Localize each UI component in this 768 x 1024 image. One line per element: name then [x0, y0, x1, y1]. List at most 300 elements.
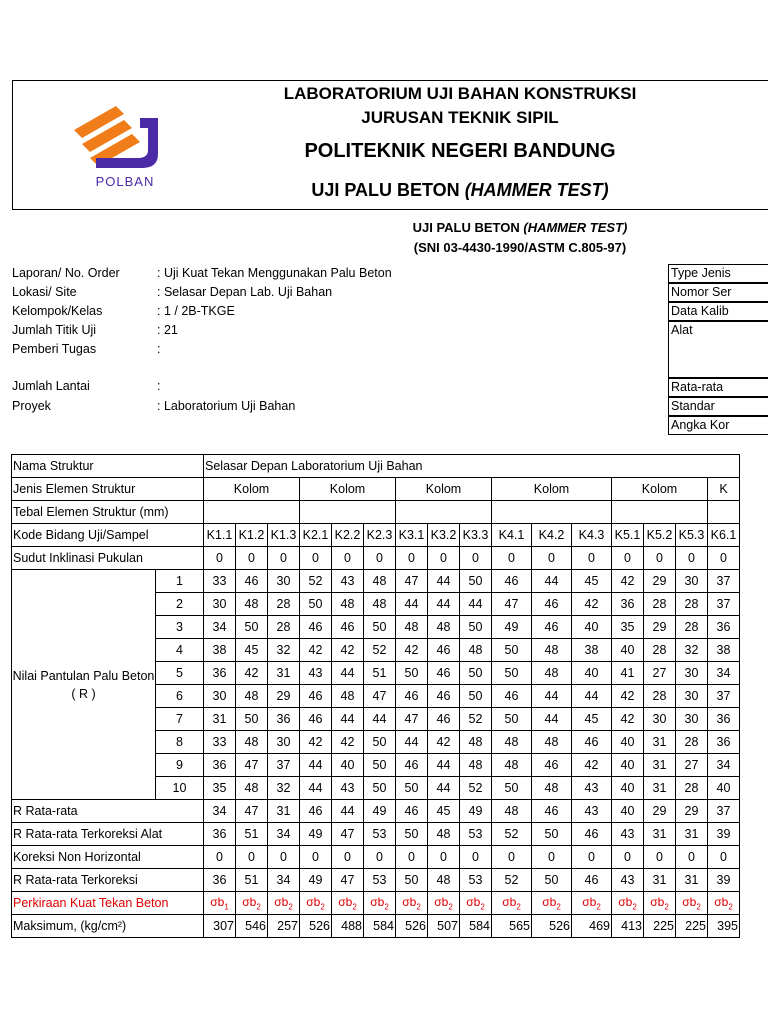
reading-cell: 42 — [332, 731, 364, 754]
reading-cell: 51 — [364, 662, 396, 685]
right-box-correction: Angka Kor — [668, 416, 768, 435]
reading-cell: 30 — [676, 570, 708, 593]
r-rata-cell: 48 — [492, 800, 532, 823]
reading-cell: 50 — [364, 731, 396, 754]
reading-cell: 44 — [572, 685, 612, 708]
reading-cell: 36 — [708, 616, 740, 639]
r-alat-cell: 36 — [204, 823, 236, 846]
reading-cell: 46 — [532, 593, 572, 616]
reading-number: 6 — [156, 685, 204, 708]
sigma-cell — [460, 892, 492, 915]
r-rata-cell: 40 — [612, 800, 644, 823]
reading-cell: 47 — [396, 570, 428, 593]
sigma-symbol: σb — [242, 894, 257, 909]
reading-cell: 37 — [708, 685, 740, 708]
sudut-inklinasi-cell: 0 — [492, 547, 532, 570]
r-alat-cell: 51 — [236, 823, 268, 846]
reading-cell: 46 — [428, 708, 460, 731]
info-value-floors: : — [157, 379, 161, 393]
sigma-subscript: 1 — [224, 902, 229, 912]
r-rata-cell: 37 — [708, 800, 740, 823]
row-nama-struktur — [12, 455, 740, 478]
reading-cell: 40 — [332, 754, 364, 777]
sigma-subscript: 2 — [448, 902, 453, 912]
reading-cell: 31 — [644, 754, 676, 777]
reading-cell: 47 — [396, 708, 428, 731]
r-rata-cell: 49 — [364, 800, 396, 823]
reading-cell: 40 — [612, 754, 644, 777]
r-alat-cell: 48 — [428, 823, 460, 846]
r-alat-cell: 47 — [332, 823, 364, 846]
maksimum-cell: 546 — [236, 915, 268, 938]
reading-cell: 42 — [396, 639, 428, 662]
sigma-subscript: 2 — [664, 902, 669, 912]
sigma-subscript: 2 — [320, 902, 325, 912]
r-rata-cell: 29 — [676, 800, 708, 823]
reading-cell: 29 — [644, 616, 676, 639]
tebal-elemen-cell — [612, 501, 708, 524]
sigma-subscript: 2 — [632, 902, 637, 912]
maksimum-cell: 307 — [204, 915, 236, 938]
reading-cell: 30 — [268, 570, 300, 593]
reading-cell: 33 — [204, 570, 236, 593]
sigma-subscript: 2 — [596, 902, 601, 912]
r-terkoreksi-cell: 31 — [644, 869, 676, 892]
reading-cell: 35 — [204, 777, 236, 800]
r-terkoreksi-cell: 36 — [204, 869, 236, 892]
reading-cell: 47 — [364, 685, 396, 708]
reading-cell: 40 — [612, 777, 644, 800]
jenis-elemen-cell: Kolom — [492, 478, 612, 501]
reading-cell: 42 — [428, 731, 460, 754]
maksimum-cell: 507 — [428, 915, 460, 938]
koreksi-cell: 0 — [492, 846, 532, 869]
maksimum-cell: 257 — [268, 915, 300, 938]
row-kode-bidang-label: Kode Bidang Uji/Sampel — [12, 524, 204, 547]
reading-cell: 43 — [332, 777, 364, 800]
row-r-terkoreksi-label: R Rata-rata Terkoreksi — [12, 869, 204, 892]
reading-cell: 36 — [268, 708, 300, 731]
reading-cell: 50 — [460, 685, 492, 708]
r-terkoreksi-cell: 48 — [428, 869, 460, 892]
reading-number: 5 — [156, 662, 204, 685]
kode-bidang-cell: K1.3 — [268, 524, 300, 547]
reading-cell: 40 — [572, 616, 612, 639]
subheader-standard: (SNI 03-4430-1990/ASTM C.805-97) — [413, 240, 627, 255]
koreksi-cell: 0 — [676, 846, 708, 869]
reading-cell: 48 — [532, 777, 572, 800]
r-rata-cell: 49 — [460, 800, 492, 823]
reading-cell: 46 — [236, 570, 268, 593]
koreksi-cell: 0 — [532, 846, 572, 869]
reading-cell: 45 — [572, 708, 612, 731]
kode-bidang-cell: K1.2 — [236, 524, 268, 547]
kode-bidang-cell: K5.3 — [676, 524, 708, 547]
reading-number: 8 — [156, 731, 204, 754]
sigma-symbol: σb — [434, 894, 449, 909]
hammer-test-table — [11, 454, 740, 938]
kode-bidang-cell: K4.2 — [532, 524, 572, 547]
info-label-project: Proyek — [12, 399, 51, 413]
row-jenis-elemen — [12, 478, 740, 501]
jenis-elemen-cell: Kolom — [204, 478, 300, 501]
reading-cell: 44 — [300, 777, 332, 800]
right-box-tool: Alat — [668, 321, 768, 378]
reading-cell: 44 — [428, 593, 460, 616]
reading-cell: 41 — [612, 662, 644, 685]
tebal-elemen-cell — [492, 501, 612, 524]
reading-cell: 30 — [268, 731, 300, 754]
subheader-title — [340, 220, 700, 235]
sigma-symbol: σb — [582, 894, 597, 909]
sigma-symbol: σb — [618, 894, 633, 909]
reading-cell: 44 — [532, 708, 572, 731]
reading-cell: 46 — [428, 639, 460, 662]
info-value-order: : Uji Kuat Tekan Menggunakan Palu Beton — [157, 266, 392, 280]
r-rata-cell: 31 — [268, 800, 300, 823]
maksimum-cell: 413 — [612, 915, 644, 938]
reading-cell: 46 — [428, 662, 460, 685]
reading-cell: 48 — [236, 777, 268, 800]
r-terkoreksi-cell: 53 — [364, 869, 396, 892]
sigma-symbol: σb — [542, 894, 557, 909]
kode-bidang-cell: K3.3 — [460, 524, 492, 547]
reading-cell: 28 — [644, 685, 676, 708]
jenis-elemen-cell: K — [708, 478, 740, 501]
right-box-calibration: Data Kalib — [668, 302, 768, 321]
sigma-symbol: σb — [502, 894, 517, 909]
reading-cell: 46 — [492, 685, 532, 708]
reading-cell: 29 — [268, 685, 300, 708]
sudut-inklinasi-cell: 0 — [268, 547, 300, 570]
reading-cell: 27 — [676, 754, 708, 777]
jenis-elemen-cell: Kolom — [396, 478, 492, 501]
reading-cell: 30 — [644, 708, 676, 731]
sigma-symbol: σb — [714, 894, 729, 909]
r-terkoreksi-cell: 39 — [708, 869, 740, 892]
tebal-elemen-cell — [300, 501, 396, 524]
r-terkoreksi-cell: 47 — [332, 869, 364, 892]
reading-cell: 44 — [532, 570, 572, 593]
reading-cell: 45 — [236, 639, 268, 662]
koreksi-cell: 0 — [460, 846, 492, 869]
r-alat-cell: 39 — [708, 823, 740, 846]
reading-cell: 48 — [332, 685, 364, 708]
r-alat-cell: 50 — [532, 823, 572, 846]
reading-cell: 31 — [268, 662, 300, 685]
r-alat-cell: 34 — [268, 823, 300, 846]
reading-cell: 48 — [532, 731, 572, 754]
reading-cell: 34 — [204, 616, 236, 639]
sigma-cell — [708, 892, 740, 915]
kode-bidang-cell: K2.3 — [364, 524, 396, 547]
reading-cell: 28 — [644, 639, 676, 662]
r-terkoreksi-cell: 31 — [676, 869, 708, 892]
row-tebal-elemen-label: Tebal Elemen Struktur (mm) — [12, 501, 204, 524]
reading-cell: 40 — [612, 731, 644, 754]
r-rata-cell: 47 — [236, 800, 268, 823]
r-alat-cell: 52 — [492, 823, 532, 846]
reading-cell: 37 — [708, 593, 740, 616]
reading-cell: 34 — [708, 754, 740, 777]
reading-cell: 30 — [676, 662, 708, 685]
reading-cell: 47 — [236, 754, 268, 777]
test-title-plain: UJI PALU BETON — [311, 180, 465, 200]
maksimum-cell: 526 — [300, 915, 332, 938]
info-value-assigner: : — [157, 342, 161, 356]
reading-cell: 50 — [300, 593, 332, 616]
kode-bidang-cell: K2.1 — [300, 524, 332, 547]
row-kode-bidang — [12, 524, 740, 547]
sudut-inklinasi-cell: 0 — [236, 547, 268, 570]
sigma-subscript: 2 — [480, 902, 485, 912]
reading-cell: 42 — [236, 662, 268, 685]
reading-cell: 28 — [676, 593, 708, 616]
koreksi-cell: 0 — [236, 846, 268, 869]
r-alat-cell: 31 — [676, 823, 708, 846]
reading-cell: 30 — [676, 685, 708, 708]
r-rata-cell: 43 — [572, 800, 612, 823]
info-label-site: Lokasi/ Site — [12, 285, 77, 299]
sudut-inklinasi-cell: 0 — [332, 547, 364, 570]
sigma-cell — [332, 892, 364, 915]
reading-cell: 44 — [332, 708, 364, 731]
reading-cell: 50 — [492, 662, 532, 685]
row-maksimum-label: Maksimum, (kg/cm²) — [12, 915, 204, 938]
sigma-subscript: 2 — [416, 902, 421, 912]
reading-cell: 28 — [676, 731, 708, 754]
sigma-cell — [236, 892, 268, 915]
reading-cell: 31 — [644, 731, 676, 754]
reading-cell: 50 — [396, 777, 428, 800]
reading-cell: 30 — [204, 685, 236, 708]
reading-cell: 48 — [460, 731, 492, 754]
sudut-inklinasi-cell: 0 — [460, 547, 492, 570]
reading-cell: 44 — [300, 754, 332, 777]
reading-cell: 48 — [236, 593, 268, 616]
sigma-cell — [612, 892, 644, 915]
reading-cell: 28 — [644, 593, 676, 616]
sigma-subscript: 2 — [384, 902, 389, 912]
sigma-symbol: σb — [338, 894, 353, 909]
reading-number: 2 — [156, 593, 204, 616]
reading-cell: 36 — [708, 708, 740, 731]
right-box-type: Type Jenis — [668, 264, 768, 283]
subheader-plain: UJI PALU BETON — [412, 220, 524, 235]
reading-cell: 52 — [364, 639, 396, 662]
row-r-alat-label: R Rata-rata Terkoreksi Alat — [12, 823, 204, 846]
row-sudut-inklinasi — [12, 547, 740, 570]
info-value-site: : Selasar Depan Lab. Uji Bahan — [157, 285, 333, 299]
reading-cell: 44 — [396, 731, 428, 754]
sigma-cell — [268, 892, 300, 915]
r-alat-cell: 43 — [612, 823, 644, 846]
reading-cell: 42 — [300, 731, 332, 754]
reading-cell: 48 — [236, 731, 268, 754]
maksimum-cell: 565 — [492, 915, 532, 938]
sigma-subscript: 2 — [728, 902, 733, 912]
koreksi-cell: 0 — [708, 846, 740, 869]
reading-cell: 50 — [460, 570, 492, 593]
sudut-inklinasi-cell: 0 — [396, 547, 428, 570]
sigma-symbol: σb — [402, 894, 417, 909]
kode-bidang-cell: K5.2 — [644, 524, 676, 547]
lab-title: LABORATORIUM UJI BAHAN KONSTRUKSI — [283, 84, 637, 103]
reading-cell: 50 — [236, 616, 268, 639]
reading-number: 1 — [156, 570, 204, 593]
reading-cell: 40 — [708, 777, 740, 800]
jenis-elemen-cell: Kolom — [612, 478, 708, 501]
maksimum-cell: 526 — [532, 915, 572, 938]
test-title — [200, 180, 720, 201]
tebal-elemen-cell — [396, 501, 492, 524]
sudut-inklinasi-cell: 0 — [676, 547, 708, 570]
sigma-symbol: σb — [210, 894, 225, 909]
reading-cell: 43 — [332, 570, 364, 593]
reading-cell: 47 — [492, 593, 532, 616]
reading-cell: 42 — [572, 754, 612, 777]
reading-cell: 40 — [612, 639, 644, 662]
reading-cell: 36 — [204, 754, 236, 777]
sigma-cell — [644, 892, 676, 915]
row-r-rata-label: R Rata-rata — [12, 800, 204, 823]
reading-cell: 44 — [428, 754, 460, 777]
sudut-inklinasi-cell: 0 — [364, 547, 396, 570]
r-rata-cell: 45 — [428, 800, 460, 823]
koreksi-cell: 0 — [644, 846, 676, 869]
sigma-cell — [364, 892, 396, 915]
test-title-italic: (HAMMER TEST) — [464, 180, 609, 200]
sudut-inklinasi-cell: 0 — [644, 547, 676, 570]
reading-cell: 48 — [460, 639, 492, 662]
r-terkoreksi-cell: 53 — [460, 869, 492, 892]
row-koreksi-label: Koreksi Non Horizontal — [12, 846, 204, 869]
reading-cell: 28 — [676, 616, 708, 639]
reading-cell: 38 — [572, 639, 612, 662]
info-value-group: : 1 / 2B-TKGE — [157, 304, 235, 318]
reading-cell: 48 — [332, 593, 364, 616]
r-terkoreksi-cell: 46 — [572, 869, 612, 892]
reading-cell: 31 — [644, 777, 676, 800]
sudut-inklinasi-cell: 0 — [708, 547, 740, 570]
reading-cell: 44 — [396, 593, 428, 616]
sigma-symbol: σb — [306, 894, 321, 909]
reading-cell: 46 — [332, 616, 364, 639]
info-label-floors: Jumlah Lantai — [12, 379, 90, 393]
koreksi-cell: 0 — [268, 846, 300, 869]
institution-title: POLITEKNIK NEGERI BANDUNG — [304, 140, 616, 162]
r-alat-cell: 53 — [364, 823, 396, 846]
reading-cell: 50 — [396, 662, 428, 685]
reading-cell: 36 — [612, 593, 644, 616]
row-r-alat — [12, 823, 740, 846]
tebal-elemen-cell — [708, 501, 740, 524]
reading-cell: 42 — [612, 708, 644, 731]
sigma-cell — [532, 892, 572, 915]
sudut-inklinasi-cell: 0 — [300, 547, 332, 570]
info-label-order: Laporan/ No. Order — [12, 266, 120, 280]
reading-cell: 40 — [572, 662, 612, 685]
sigma-cell — [396, 892, 428, 915]
reading-cell: 44 — [428, 777, 460, 800]
r-alat-cell: 53 — [460, 823, 492, 846]
tebal-elemen-cell — [204, 501, 300, 524]
reading-cell: 48 — [460, 754, 492, 777]
reading-number: 9 — [156, 754, 204, 777]
reading-cell: 31 — [204, 708, 236, 731]
r-rata-cell: 44 — [332, 800, 364, 823]
reading-cell: 46 — [492, 570, 532, 593]
reading-cell: 50 — [236, 708, 268, 731]
reading-number: 4 — [156, 639, 204, 662]
koreksi-cell: 0 — [572, 846, 612, 869]
reading-cell: 42 — [572, 593, 612, 616]
reading-cell: 48 — [396, 616, 428, 639]
r-alat-cell: 46 — [572, 823, 612, 846]
logo-text: POLBAN — [95, 174, 155, 189]
r-terkoreksi-cell: 51 — [236, 869, 268, 892]
r-terkoreksi-cell: 52 — [492, 869, 532, 892]
reading-cell: 34 — [708, 662, 740, 685]
sigma-symbol: σb — [682, 894, 697, 909]
row-r-rata — [12, 800, 740, 823]
kode-bidang-cell: K3.2 — [428, 524, 460, 547]
reading-cell: 45 — [572, 570, 612, 593]
nama-struktur-value: Selasar Depan Laboratorium Uji Bahan — [204, 455, 740, 478]
maksimum-cell: 469 — [572, 915, 612, 938]
reading-cell: 42 — [612, 685, 644, 708]
reading-cell: 28 — [268, 616, 300, 639]
reading-cell: 50 — [460, 616, 492, 639]
reading-cell: 30 — [676, 708, 708, 731]
reading-cell: 46 — [396, 754, 428, 777]
reading-number: 3 — [156, 616, 204, 639]
row-perkiraan-label: Perkiraan Kuat Tekan Beton — [12, 892, 204, 915]
sigma-cell — [492, 892, 532, 915]
kode-bidang-cell: K4.1 — [492, 524, 532, 547]
koreksi-cell: 0 — [204, 846, 236, 869]
maksimum-cell: 526 — [396, 915, 428, 938]
right-box-serial: Nomor Ser — [668, 283, 768, 302]
maksimum-cell: 488 — [332, 915, 364, 938]
kode-bidang-cell: K5.1 — [612, 524, 644, 547]
reading-cell: 48 — [532, 639, 572, 662]
reading-cell: 38 — [204, 639, 236, 662]
maksimum-cell: 225 — [676, 915, 708, 938]
row-tebal-elemen — [12, 501, 740, 524]
reading-cell: 52 — [460, 777, 492, 800]
reading-cell: 46 — [396, 685, 428, 708]
koreksi-cell: 0 — [332, 846, 364, 869]
info-label-assigner: Pemberi Tugas — [12, 342, 97, 356]
r-alat-cell: 49 — [300, 823, 332, 846]
r-terkoreksi-cell: 50 — [396, 869, 428, 892]
r-alat-cell: 50 — [396, 823, 428, 846]
reading-cell: 46 — [300, 685, 332, 708]
sudut-inklinasi-cell: 0 — [428, 547, 460, 570]
sigma-symbol: σb — [274, 894, 289, 909]
reading-cell: 33 — [204, 731, 236, 754]
sigma-subscript: 2 — [516, 902, 521, 912]
department-title: JURUSAN TEKNIK SIPIL — [361, 108, 559, 127]
reading-cell: 50 — [364, 754, 396, 777]
r-alat-cell: 31 — [644, 823, 676, 846]
subheader-italic: (HAMMER TEST) — [523, 220, 628, 235]
sigma-subscript: 2 — [256, 902, 261, 912]
sigma-subscript: 2 — [556, 902, 561, 912]
r-terkoreksi-cell: 50 — [532, 869, 572, 892]
reading-cell: 44 — [532, 685, 572, 708]
